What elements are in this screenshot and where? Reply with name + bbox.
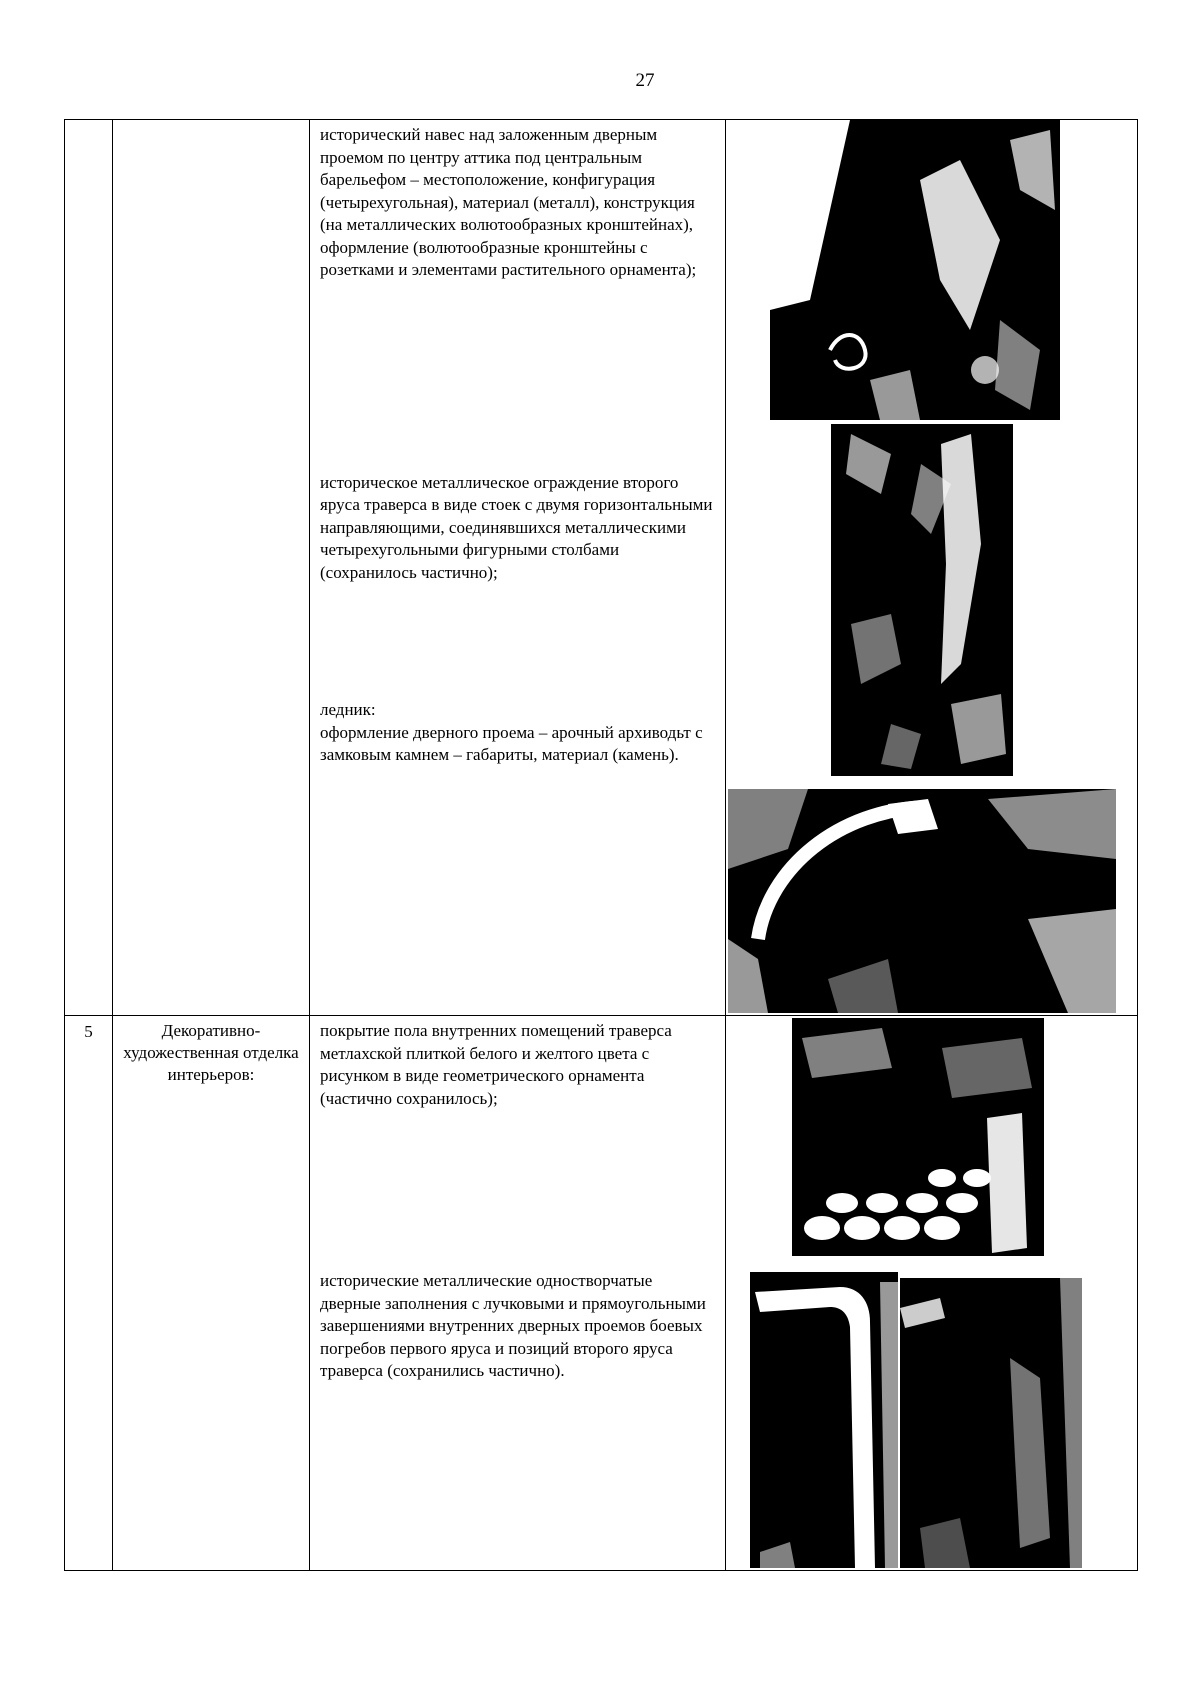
railing-photo bbox=[831, 424, 1013, 776]
item-text-floor-tiles: покрытие пола внутренних помещений траверса метлахской плиткой белого и желтого цвета с рисунком в виде геометрического орнамента (частично сохранилось); bbox=[320, 1021, 672, 1108]
photo-cell bbox=[726, 1016, 1138, 1571]
door-photo-left bbox=[750, 1272, 898, 1568]
item-text-canopy: исторический навес над заложенным дверным проемом по центру аттика под центральным барельефом – местоположение, конфигурация (четырехугольная), материал (металл), конструкция (на металлических волютообразных кронштейнах), оформление (волютообразные кронштейны с розетками и элементами растительного орнамента); bbox=[320, 125, 697, 279]
icehouse-arch-photo bbox=[728, 789, 1116, 1013]
table-row bbox=[65, 1016, 1138, 1571]
description-cell bbox=[310, 1016, 726, 1571]
row-number-cell bbox=[65, 120, 113, 1016]
floor-tiles-photo bbox=[792, 1018, 1044, 1256]
row-number-cell: 5 bbox=[65, 1016, 113, 1571]
item-text-railing: историческое металлическое ограждение второго яруса траверса в виде стоек с двумя горизонтальными направляющими, соединявшихся металлическими четырехугольными фигурными столбами (сохранилось частично); bbox=[320, 472, 713, 582]
section-title-cell bbox=[113, 120, 310, 1016]
door-photo-right bbox=[900, 1278, 1082, 1568]
canopy-photo bbox=[770, 120, 1060, 420]
item-text-doorway: оформление дверного проема – арочный архиводьт с замковым камнем – габариты, материал (камень). bbox=[320, 722, 703, 764]
item-text-doors: исторические металлические одностворчатые дверные заполнения с лучковыми и прямоугольными завершениями внутренних дверных проемов боевых погребов первого яруса и позиций второго яруса траверса (сохранились частично). bbox=[320, 1271, 706, 1380]
photo-cell bbox=[726, 120, 1138, 1016]
section-title-cell: Декоративно-художественная отделка интерьеров: bbox=[113, 1016, 310, 1571]
item-text-icehouse-label: ледник: bbox=[320, 700, 376, 719]
monument-elements-table bbox=[64, 119, 1138, 1571]
page-number: 27 bbox=[635, 70, 655, 91]
table-row bbox=[65, 120, 1138, 1016]
description-cell bbox=[310, 120, 726, 1016]
